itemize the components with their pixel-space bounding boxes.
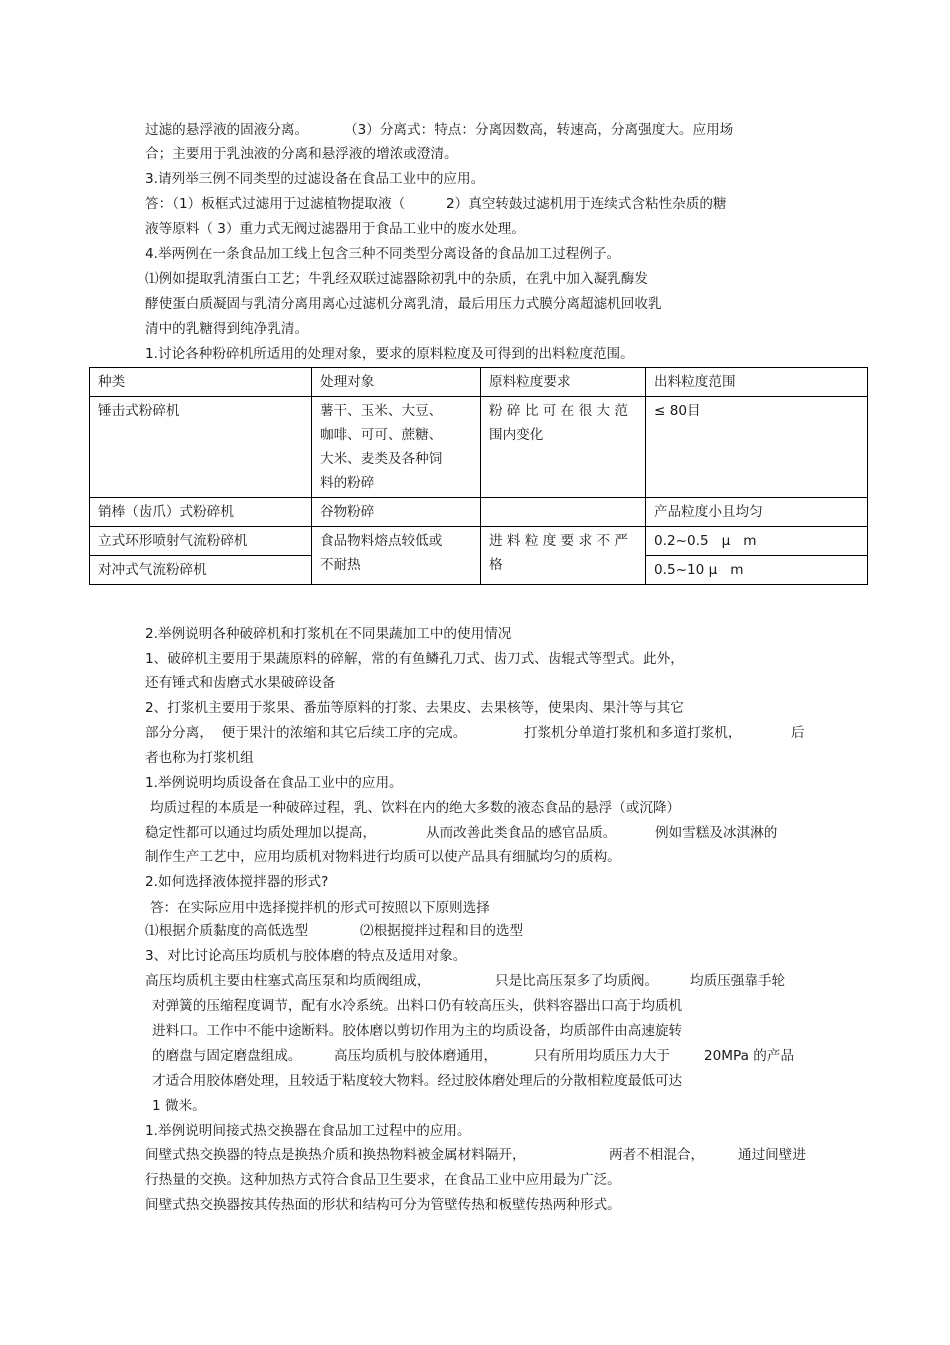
- text-segment: ⑴根据介质黏度的高低选型: [145, 923, 309, 939]
- table-header-cell: 原料粒度要求: [481, 368, 646, 397]
- text-line: [609, 1146, 704, 1164]
- text-line: [145, 1146, 526, 1164]
- text-line: 间壁式热交换器按其传热面的形状和结构可分为管壁传热和板壁传热两种形式。: [145, 1197, 621, 1213]
- text-line: [446, 195, 727, 213]
- table-cell: [481, 397, 646, 498]
- text-line: 行热量的交换。这种加热方式符合食品卫生要求，在食品工业中应用最为广泛。: [145, 1172, 621, 1188]
- text-segment: 后: [791, 725, 805, 741]
- text-line: 对弹簧的压缩程度调节，配有水冷系统。出料口仍有较高压头，供料容器出口高于均质机: [152, 998, 683, 1014]
- text-segment: 两者不相混合，: [609, 1147, 705, 1163]
- question-heading: 4.举两例在一条食品加工线上包含三种不同类型分离设备的食品加工过程例子。: [145, 246, 621, 262]
- text-segment: 高压均质机主要由柱塞式高压泵和均质阀组成，: [145, 973, 431, 989]
- text-segment: 高压均质机与胶体磨通用，: [334, 1048, 498, 1064]
- table-cell: 立式环形喷射气流粉碎机: [90, 527, 312, 556]
- text-line: [145, 195, 405, 213]
- text-line: [334, 1047, 497, 1065]
- cell-line: 咖啡、可可、蔗糖、: [320, 427, 443, 443]
- text-line: [145, 724, 466, 742]
- text-segment: 过滤的悬浮液的固液分离。: [145, 122, 309, 138]
- text-line: [152, 1047, 302, 1065]
- cell-line: 围内变化: [489, 427, 544, 443]
- text-line: 1、破碎机主要用于果蔬原料的碎解，常的有鱼鳞孔刀式、齿刀式、齿辊式等型式。此外，: [145, 651, 684, 667]
- text-segment: 稳定性都可以通过均质处理加以提高，: [145, 825, 377, 841]
- text-line: [145, 121, 308, 139]
- text-segment: 打浆机分单道打浆机和多道打浆机，: [524, 725, 742, 741]
- text-line: [145, 824, 376, 842]
- text-line: [534, 1047, 670, 1065]
- table-header-cell: 出料粒度范围: [646, 368, 868, 397]
- cell-line: 不耐热: [320, 557, 361, 573]
- table-cell: [312, 397, 481, 498]
- text-segment: 均质压强靠手轮: [690, 973, 786, 989]
- text-line: [145, 972, 430, 990]
- text-line: [145, 922, 308, 940]
- table-cell: ≤ 80目: [646, 397, 868, 498]
- text-line: 制作生产工艺中，应用均质机对物料进行均质可以使产品具有细腻均匀的质构。: [145, 849, 621, 865]
- table-cell: [312, 527, 481, 585]
- question-heading: 3、对比讨论高压均质机与胶体磨的特点及适用对象。: [145, 948, 467, 964]
- table-cell: [481, 527, 646, 585]
- text-line: [495, 972, 658, 990]
- text-segment: 20MPa 的产品: [704, 1048, 795, 1064]
- text-line: 1 微米。: [152, 1098, 206, 1114]
- cell-line: 薯干、玉米、大豆、: [320, 403, 443, 419]
- text-line: 清中的乳糖得到纯净乳清。: [145, 321, 309, 337]
- text-line: [360, 922, 523, 940]
- table-cell: 0.5~10 μ m: [646, 556, 868, 585]
- text-segment: 的磨盘与固定磨盘组成。: [152, 1048, 302, 1064]
- question-heading: 2.如何选择液体搅拌器的形式?: [145, 874, 329, 890]
- cell-line: 进 料 粒 度 要 求 不 严: [489, 533, 628, 549]
- text-line: 才适合用胶体磨处理，且较适于粘度较大物料。经过胶体磨处理后的分散相粒度最低可达: [152, 1073, 683, 1089]
- table-cell: 销棒（齿爪）式粉碎机: [90, 498, 312, 527]
- table-row: [90, 527, 868, 556]
- table-header-row: [90, 368, 868, 397]
- text-line: 者也称为打浆机组: [145, 750, 254, 766]
- text-line: [524, 724, 742, 742]
- text-line: 还有锤式和齿磨式水果破碎设备: [145, 675, 336, 691]
- text-line: 酵使蛋白质凝固与乳清分离用离心过滤机分离乳清，最后用压力式膜分离超滤机回收乳: [145, 296, 662, 312]
- text-line: [344, 121, 733, 139]
- cell-line: 格: [489, 557, 503, 573]
- text-segment: 部分分离， 便于果汁的浓缩和其它后续工序的完成。: [145, 725, 467, 741]
- table-cell: [481, 498, 646, 527]
- text-line: 均质过程的本质是一种破碎过程，乳、饮料在内的绝大多数的液态食品的悬浮（或沉降）: [150, 800, 681, 816]
- text-line: ⑴例如提取乳清蛋白工艺；牛乳经双联过滤器除初乳中的杂质，在乳中加入凝乳酶发: [145, 271, 648, 287]
- text-line: 答：在实际应用中选择搅拌机的形式可按照以下原则选择: [150, 900, 490, 916]
- text-line: [655, 824, 777, 842]
- text-line: 合；主要用于乳浊液的分离和悬浮液的增浓或澄清。: [145, 146, 458, 162]
- table-cell: 对冲式气流粉碎机: [90, 556, 312, 585]
- table-row: [90, 498, 868, 527]
- text-line: [791, 724, 805, 742]
- table-cell: 谷物粉碎: [312, 498, 481, 527]
- text-line: 进料口。工作中不能中途断料。胶体磨以剪切作用为主的均质设备，均质部件由高速旋转: [152, 1023, 683, 1039]
- text-line: 2、打浆机主要用于浆果、番茄等原料的打浆、去果皮、去果核等，使果肉、果汁等与其它: [145, 700, 684, 716]
- table-cell: 0.2~0.5 μ m: [646, 527, 868, 556]
- question-heading: 2.举例说明各种破碎机和打浆机在不同果蔬加工中的使用情况: [145, 626, 512, 642]
- crusher-table: [89, 367, 868, 585]
- cell-line: 粉 碎 比 可 在 很 大 范: [489, 403, 628, 419]
- table-cell: 锤击式粉碎机: [90, 397, 312, 498]
- text-line: [738, 1146, 806, 1164]
- table-row: [90, 397, 868, 498]
- text-segment: 只是比高压泵多了均质阀。: [495, 973, 659, 989]
- text-segment: 通过间壁进: [738, 1147, 806, 1163]
- cell-line: 料的粉碎: [320, 475, 375, 491]
- question-heading: 1.举例说明间接式热交换器在食品加工过程中的应用。: [145, 1123, 471, 1139]
- table-header-cell: 种类: [90, 368, 312, 397]
- text-segment: （3）分离式：特点：分离因数高，转速高，分离强度大。应用场: [344, 122, 734, 138]
- text-line: [704, 1047, 794, 1065]
- text-segment: 从而改善此类食品的感官品质。: [426, 825, 617, 841]
- question-heading: 1.举例说明均质设备在食品工业中的应用。: [145, 775, 403, 791]
- text-line: [690, 972, 785, 990]
- question-heading: 1.讨论各种粉碎机所适用的处理对象，要求的原料粒度及可得到的出料粒度范围。: [145, 346, 634, 362]
- text-segment: ⑵根据搅拌过程和目的选型: [360, 923, 524, 939]
- text-segment: 间壁式热交换器的特点是换热介质和换热物料被金属材料隔开，: [145, 1147, 526, 1163]
- table-header-cell: 处理对象: [312, 368, 481, 397]
- text-segment: 只有所用均质压力大于: [534, 1048, 670, 1064]
- text-segment: 例如雪糕及冰淇淋的: [655, 825, 778, 841]
- text-segment: 答：（1）板框式过滤用于过滤植物提取液（: [145, 196, 406, 212]
- question-heading: 3.请列举三例不同类型的过滤设备在食品工业中的应用。: [145, 171, 485, 187]
- cell-line: 大米、麦类及各种饲: [320, 451, 443, 467]
- text-line: 液等原料（ 3）重力式无阀过滤器用于食品工业中的废水处理。: [145, 221, 525, 237]
- text-segment: 2）真空转鼓过滤机用于连续式含粘性杂质的糖: [446, 196, 727, 212]
- table-cell: 产品粒度小且均匀: [646, 498, 868, 527]
- cell-line: 食品物料熔点较低或: [320, 533, 443, 549]
- text-line: [426, 824, 616, 842]
